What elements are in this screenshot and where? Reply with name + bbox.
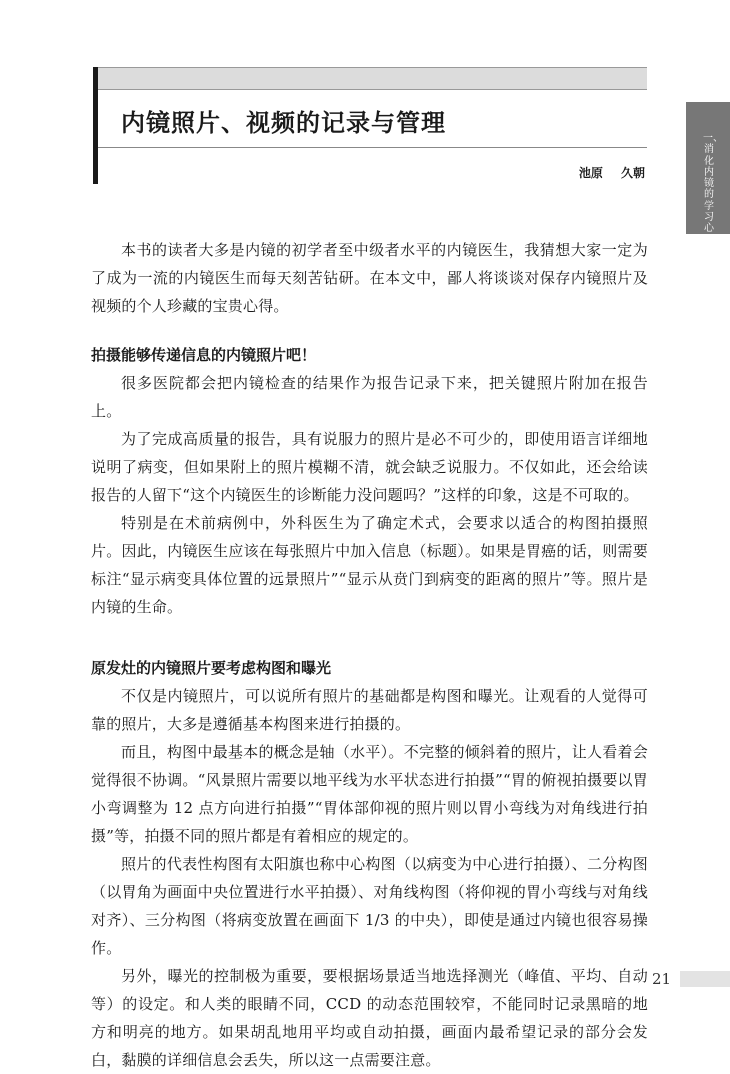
footer-bar xyxy=(680,971,730,987)
section-2-paragraph-4: 另外，曝光的控制极为重要，要根据场景适当地选择测光（峰值、平均、自动等）的设定。和人类的眼睛不同，CCD 的动态范围较窄，不能同时记录黑暗的地方和明亮的地方。如果胡乱地用平均或自动拍摄，画面内最希望记录的部分会发白，黏膜的详细信息会丢失，所以这一点需要注意。 xyxy=(91,967,648,1069)
chapter-side-tab xyxy=(686,102,730,246)
section-1-paragraph-2: 为了完成高质量的报告，具有说服力的照片是必不可少的，即使用语言详细地说明了病变，但如果附上的照片模糊不清，就会缺乏说服力。不仅如此，还会给读报告的人留下“这个内镜医生的诊断能力没问题吗？”这样的印象，这是不可取的。 xyxy=(91,430,648,504)
article-body xyxy=(91,236,648,1074)
author-name: 池原 久朝 xyxy=(578,166,645,180)
title-header-band xyxy=(98,67,647,90)
chapter-side-tab-label: 一、消化内镜的学习心得 xyxy=(703,133,723,246)
section-gap xyxy=(91,621,648,654)
section-1-paragraph-1: 很多医院都会把内镜检查的结果作为报告记录下来，把关键照片附加在报告上。 xyxy=(91,374,648,420)
chapter-title-block xyxy=(93,67,647,184)
page-number: 21 xyxy=(652,970,672,988)
section-gap xyxy=(91,320,648,341)
title-divider xyxy=(98,147,647,148)
section-2-paragraph-2: 而且，构图中最基本的概念是轴（水平）。不完整的倾斜着的照片，让人看着会觉得很不协调。“风景照片需要以地平线为水平状态进行拍摄”“胃的俯视拍摄要以胃小弯调整为 12 点方向进行拍摄”“胃体部仰视的照片则以胃小弯线为对角线进行拍摄”等，拍摄不同的照片都是有着相应的规定的。 xyxy=(91,743,648,845)
section-1-paragraph-3: 特别是在术前病例中，外科医生为了确定术式，会要求以适合的构图拍摄照片。因此，内镜医生应该在每张照片中加入信息（标题）。如果是胃癌的话，则需要标注“显示病变具体位置的远景照片”“显示从贲门到病变的距离的照片”等。照片是内镜的生命。 xyxy=(91,514,648,616)
section-2-paragraph-1: 不仅是内镜照片，可以说所有照片的基础都是构图和曝光。让观看的人觉得可靠的照片，大多是遵循基本构图来进行拍摄的。 xyxy=(91,687,648,733)
section-heading-2: 原发灶的内镜照片要考虑构图和曝光 xyxy=(91,659,332,677)
page-title: 内镜照片、视频的记录与管理 xyxy=(121,109,446,137)
section-heading-1: 拍摄能够传递信息的内镜照片吧！ xyxy=(91,346,317,364)
intro-paragraph: 本书的读者大多是内镜的初学者至中级者水平的内镜医生，我猜想大家一定为了成为一流的内镜医生而每天刻苦钻研。在本文中，鄙人将谈谈对保存内镜照片及视频的个人珍藏的宝贵心得。 xyxy=(91,241,648,315)
section-2-paragraph-3: 照片的代表性构图有太阳旗也称中心构图（以病变为中心进行拍摄）、二分构图（以胃角为画面中央位置进行水平拍摄）、对角线构图（将仰视的胃小弯线与对角线对齐）、三分构图（将病变放置在画面下 1/3 的中央），即使是通过内镜也很容易操作。 xyxy=(91,855,648,957)
